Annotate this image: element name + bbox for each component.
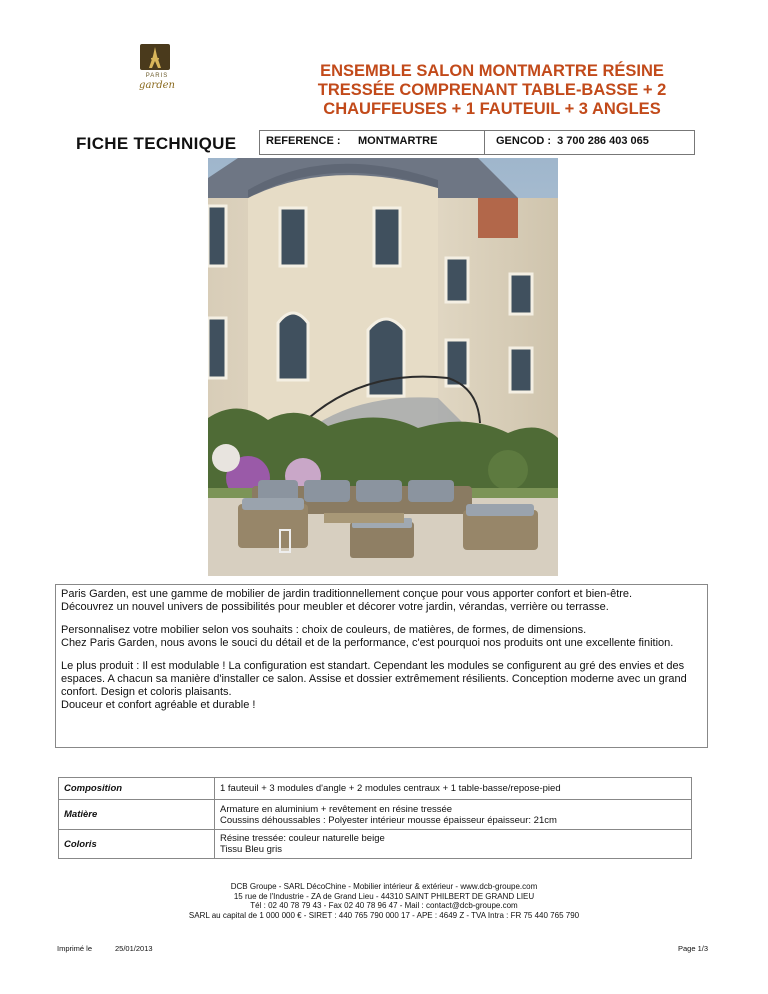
fiche-technique-heading: FICHE TECHNIQUE: [76, 134, 237, 153]
title-line: ENSEMBLE SALON MONTMARTRE RÉSINE: [320, 62, 664, 80]
page-number: Page 1/3: [678, 944, 709, 953]
spec-value-line: Armature en aluminium + revêtement en résine tressée: [220, 803, 453, 815]
spec-key: Composition: [59, 778, 215, 800]
product-description: [55, 584, 708, 748]
description-line: Paris Garden, est une gamme de mobilier de jardin traditionnellement conçue pour vous apporter confort et bien-être.: [61, 588, 633, 600]
reference-value: MONTMARTRE: [358, 135, 438, 147]
title-line: TRESSÉE COMPRENANT TABLE-BASSE + 2: [317, 81, 667, 99]
table-row: [59, 830, 692, 859]
product-photo: [208, 158, 558, 576]
reference-label: REFERENCE :: [266, 135, 341, 147]
spec-value: [215, 778, 692, 800]
description-line: Chez Paris Garden, nous avons le souci du détail et de la performance, c'est pourquoi nos produits ont une excellente finition.: [61, 637, 674, 649]
spec-value-line: Tissu Bleu gris: [220, 844, 282, 855]
spec-key: Coloris: [59, 830, 215, 859]
table-row: [59, 800, 692, 830]
eiffel-tower-icon: [140, 44, 170, 70]
description-paragraph: [61, 624, 702, 650]
description-line: Douceur et confort agréable et durable !: [61, 699, 256, 711]
reference-bar: [259, 130, 695, 155]
company-footer: [0, 882, 768, 920]
spec-value-line: Résine tressée: couleur naturelle beige: [220, 833, 385, 844]
footer-line: Tél : 02 40 78 79 43 - Fax 02 40 78 96 47 - Mail : contact@dcb-groupe.com: [250, 901, 518, 910]
spec-value: [215, 800, 692, 830]
description-line: Découvrez un nouvel univers de possibilités pour meubler et décorer votre jardin, vérandas, verrière ou terrasse.: [61, 601, 609, 613]
gencod-value: GENCOD : 3 700 286 403 065: [496, 135, 649, 147]
title-line: CHAUFFEUSES + 1 FAUTEUIL + 3 ANGLES: [323, 100, 661, 118]
description-line: Personnalisez votre mobilier selon vos souhaits : choix de couleurs, de matières, de formes, de dimensions.: [61, 624, 587, 636]
logo-text-garden: garden: [139, 80, 175, 91]
description-line: Le plus produit : Il est modulable ! La configuration est standart. Cependant les modules se configurent au gré des envies et des espaces. A chacun sa manière d'installer ce salon. Assise et dossier extrêmement résilients. Conception moderne avec un grand confort. Design et coloris plaisants.: [61, 660, 687, 698]
logo-text-paris: PARIS: [145, 73, 169, 79]
printed-date: 25/01/2013: [115, 944, 153, 953]
product-title: [272, 62, 712, 119]
description-paragraph: [61, 588, 702, 614]
spec-value: [215, 830, 692, 859]
divider: [484, 131, 485, 154]
spec-value-line: 1 fauteuil + 3 modules d'angle + 2 modules centraux + 1 table-basse/repose-pied: [220, 783, 561, 794]
description-paragraph: [61, 660, 702, 712]
brand-logo: [134, 44, 180, 100]
specs-table: [58, 777, 692, 859]
printed-label: Imprimé le: [57, 944, 93, 953]
spec-key: Matière: [59, 800, 215, 830]
spec-value-line: Coussins déhoussables : Polyester intérieur mousse épaisseur épaisseur: 21cm: [220, 814, 557, 826]
footer-line: DCB Groupe - SARL DécoChine - Mobilier intérieur & extérieur - www.dcb-groupe.com: [230, 882, 538, 891]
footer-line: 15 rue de l'Industrie - ZA de Grand Lieu - 44310 SAINT PHILBERT DE GRAND LIEU: [233, 891, 535, 901]
table-row: [59, 778, 692, 800]
footer-line: SARL au capital de 1 000 000 € - SIRET : 440 765 790 000 17 - APE : 4649 Z - TVA Intra : FR 75 440 765 790: [188, 910, 580, 920]
